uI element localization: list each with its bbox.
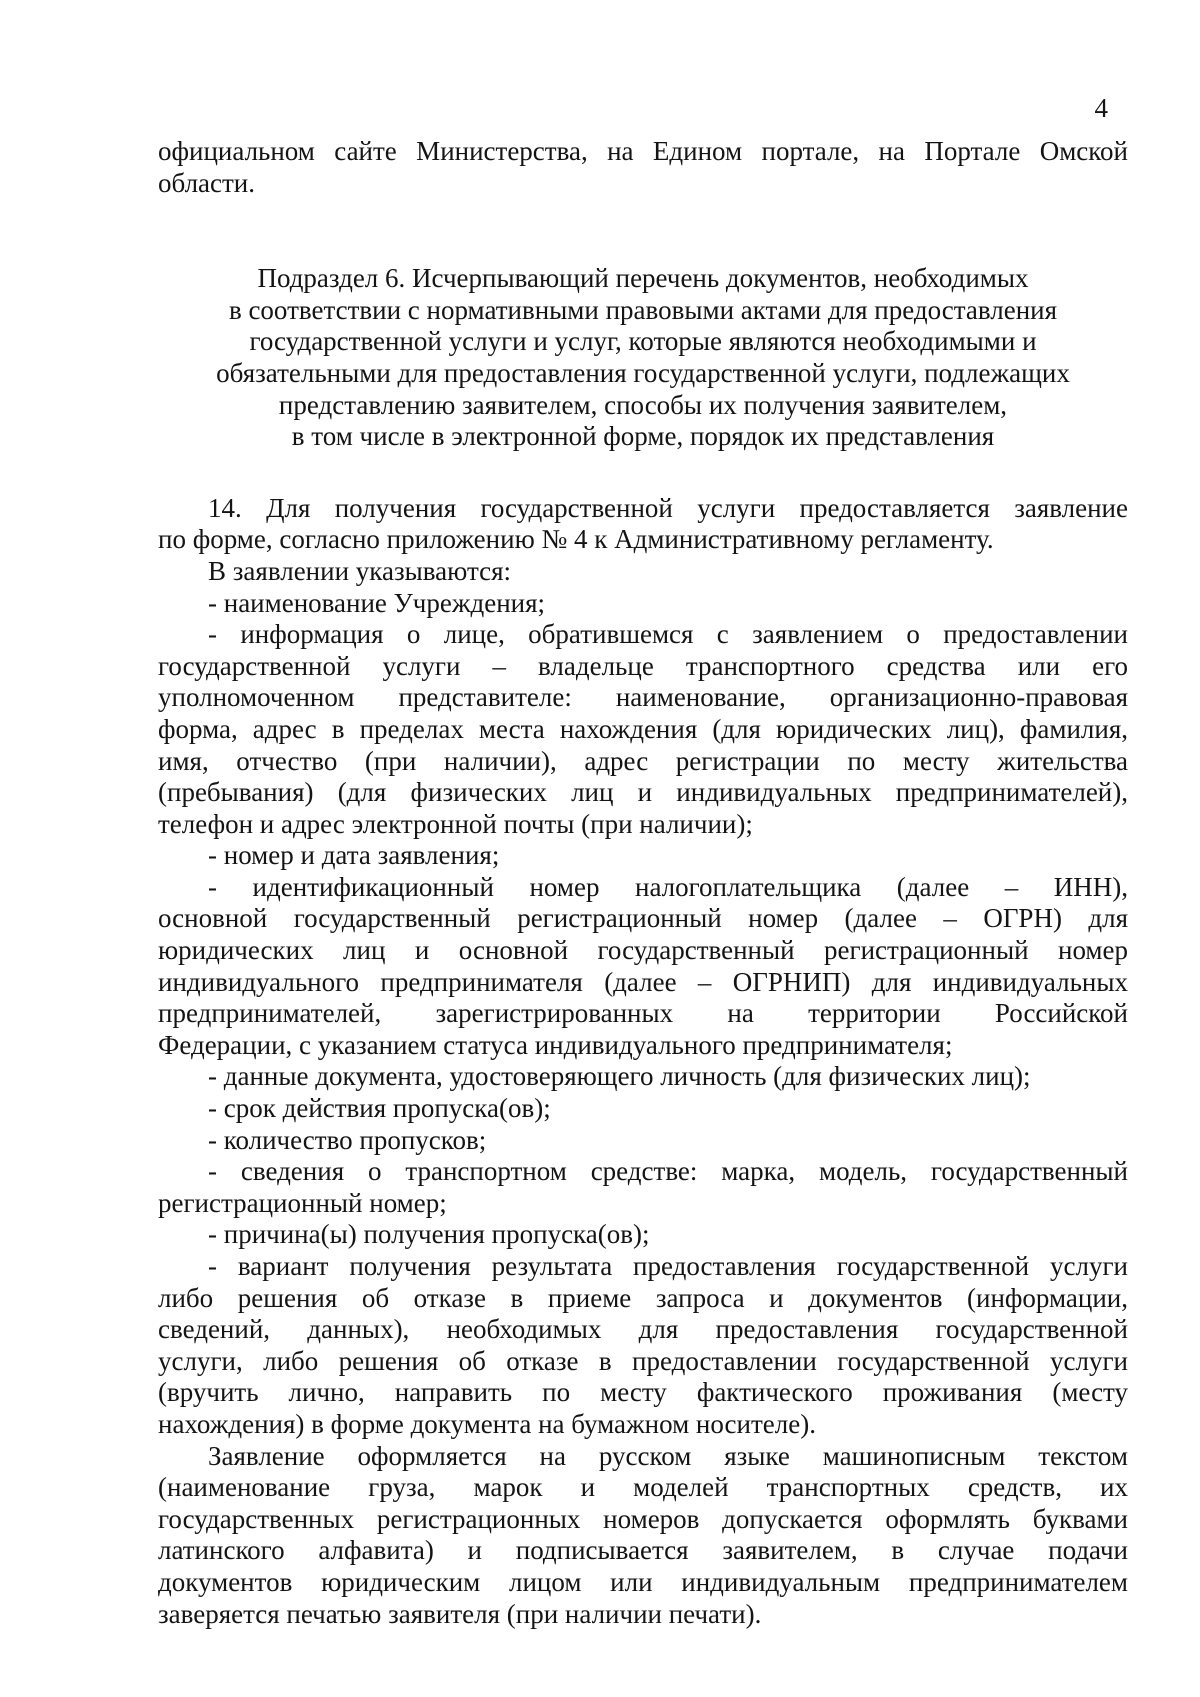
list-item: - данные документа, удостоверяющего личность (для физических лиц); [208,1061,1031,1092]
list-item: - вариант получения результата предоставления государственной услуги либо решения об отказе в приеме запроса и документов (информации, сведений, данных), необходимых для предоставления государственной услуги, либо решения об отказе в предоставлении государственной услуги (вручить лично, направить по месту фактического проживания (месту нахождения) в форме документа на бумажном носителе). [158,1251,1128,1439]
paragraph-line: по форме, согласно приложению № 4 к Административному регламенту. [158,524,994,555]
heading-line: в том числе в электронной форме, порядок их представления [291,421,995,452]
heading-line: Подраздел 6. Исчерпывающий перечень документов, необходимых [257,263,1029,294]
list-item: - наименование Учреждения; [208,587,546,618]
list-item: - сведения о транспортном средстве: марка, модель, государственный регистрационный номер; [158,1156,1128,1218]
heading-line: в соответствии с нормативными правовыми актами для предоставления [228,294,1058,325]
list-intro: В заявлении указываются: [208,555,511,586]
list-item: - информация о лице, обратившемся с заявлением о предоставлении государственной услуги – владельце транспортного средства или его уполномоченном представителе: наименование, организационно-правовая форма, адрес в пределах места нахождения (для юридических лиц), фамилия, имя, отчество (при наличии), адрес регистрации по месту жительства (пребывания) (для физических лиц и индивидуальных предпринимателей), телефон и адрес электронной почты (при наличии); [158,619,1128,839]
intro-line: официальном сайте Министерства, на Едином портале, на Портале Омской [158,136,1128,166]
heading-line: представлению заявителем, способы их получения заявителем, [278,389,1008,420]
heading-line: обязательными для предоставления государственной услуги, подлежащих [216,357,1070,388]
section-heading [158,263,1128,453]
paragraph-14 [158,493,1128,556]
heading-line: государственной услуги и услуг, которые являются необходимыми и [249,326,1037,357]
intro-paragraph [158,136,1128,199]
paragraph-line: 14. Для получения государственной услуги предоставляется заявление [208,492,1128,523]
list-item: - причина(ы) получения пропуска(ов); [208,1219,650,1250]
intro-line: области. [158,167,256,198]
list-item: - количество пропусков; [208,1124,487,1155]
list-item: - срок действия пропуска(ов); [208,1093,551,1124]
page-number: 4 [1094,93,1108,123]
page-content [158,136,1128,1630]
list-item: - идентификационный номер налогоплательщика (далее – ИНН), основной государственный регистрационный номер (далее – ОГРН) для юридических лиц и основной государственный регистрационный номер индивидуального предпринимателя (далее – ОГРНИП) для индивидуальных предпринимателей, зарегистрированных на территории Российской Федерации, с указанием статуса индивидуального предпринимателя; [158,871,1128,1060]
list-item: - номер и дата заявления; [208,840,500,871]
final-paragraph: Заявление оформляется на русском языке машинописным текстом (наименование груза, марок и моделей транспортных средств, их государственных регистрационных номеров допускается оформлять буквами латинского алфавита) и подписывается заявителем, в случае подачи документов юридическим лицом или индивидуальным предпринимателем заверяется печатью заявителя (при наличии печати). [158,1440,1128,1629]
